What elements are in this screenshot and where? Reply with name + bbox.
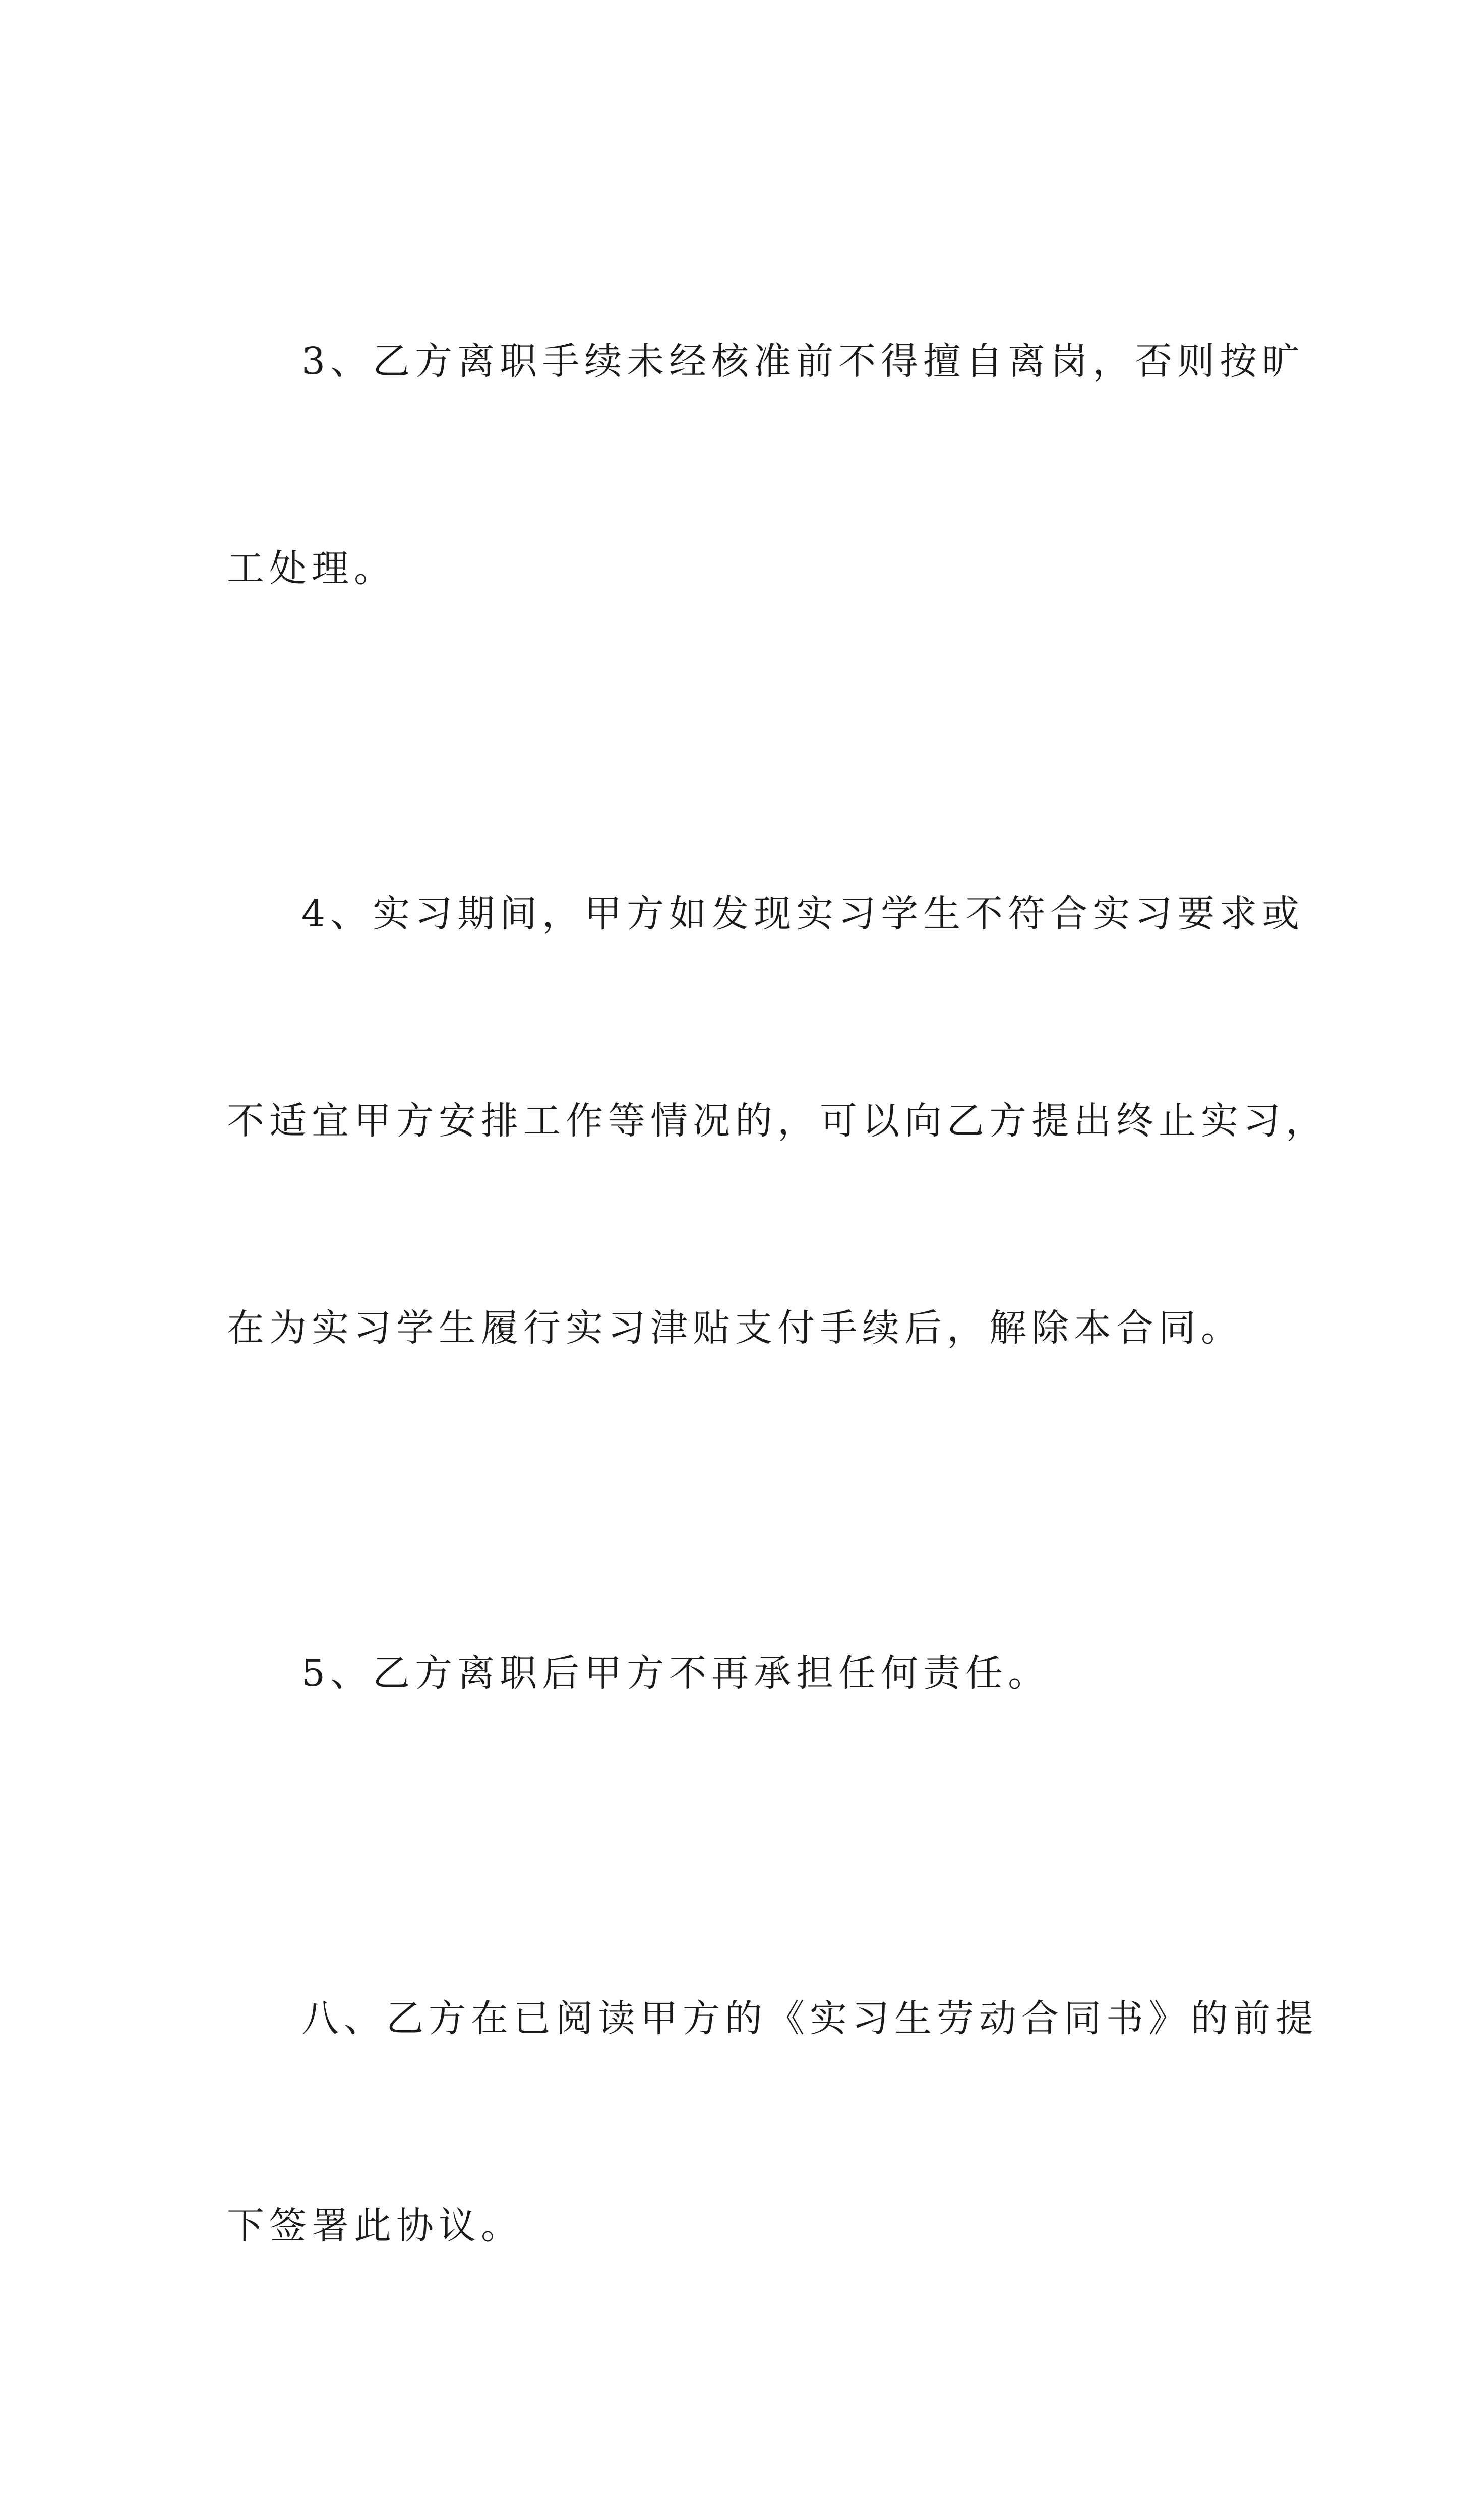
paragraph-clause-4 bbox=[227, 741, 1328, 1501]
paragraph-clause-3 bbox=[227, 189, 1305, 741]
text-line: 下签署此协议。 bbox=[227, 2204, 523, 2247]
text-line: 八、乙方在已阅读甲方的《实习生劳动合同书》的前提 bbox=[301, 1997, 1318, 2040]
text-line: 5、乙方离职后甲方不再承担任何责任。 bbox=[301, 1652, 1051, 1695]
text-line: 4、实习期间，甲方如发现实习学生不符合实习要求或 bbox=[301, 892, 1305, 935]
section-heading-legal-effect bbox=[227, 2399, 1245, 2520]
text-line: 在为实习学生履行实习津贴支付手续后，解除本合同。 bbox=[227, 1306, 1243, 1350]
document-body bbox=[227, 189, 1328, 2520]
text-line: 3、乙方离职手续未经核准前不得擅自离岗，否则按旷 bbox=[301, 340, 1305, 383]
text-line: 工处理。 bbox=[227, 547, 396, 590]
paragraph-section-8 bbox=[227, 1846, 1318, 2399]
text-line: 不适宜甲方安排工作等情况的，可以向乙方提出终止实习， bbox=[227, 1099, 1328, 1143]
paragraph-clause-5 bbox=[227, 1501, 1245, 1846]
